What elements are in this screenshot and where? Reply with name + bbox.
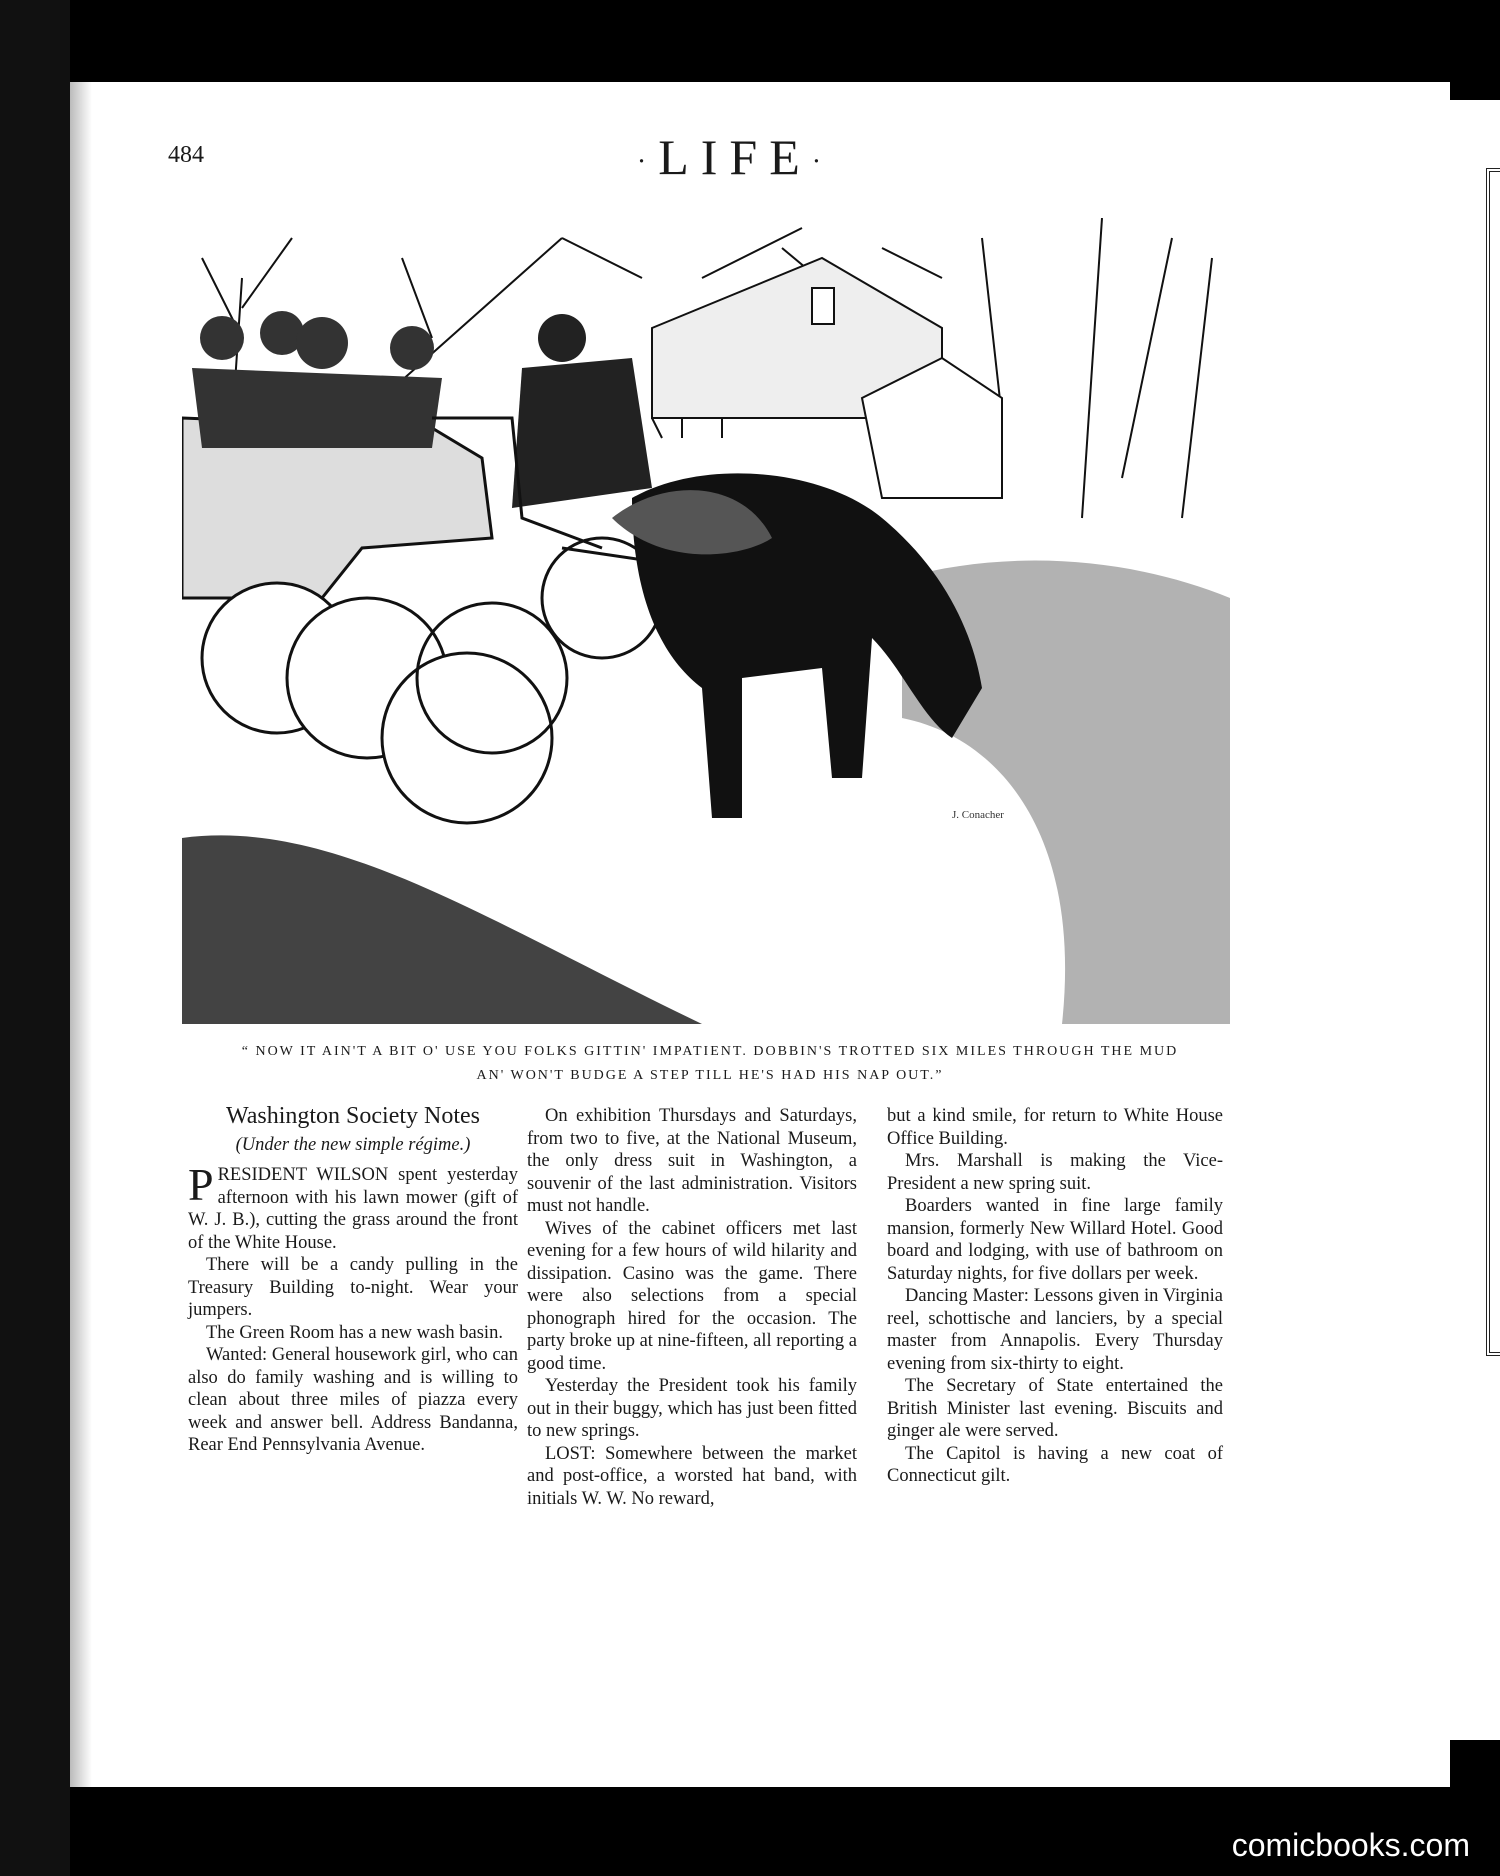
scan-left-edge xyxy=(0,0,70,1876)
paragraph: LOST: Somewhere between the market and post-office, a worsted hat band, with initials W. W. No reward, xyxy=(527,1443,857,1509)
illustration-buggy-driver xyxy=(512,314,652,508)
article-subheading: (Under the new simple régime.) xyxy=(235,1134,471,1155)
paragraph: Dancing Master: Lessons given in Virginia reel, schottische and lanciers, by a special master from Annapolis. Every Thursday evening from six-thirty to eight. xyxy=(887,1286,1223,1374)
paragraph-continuation: but a kind smile, for return to White House Office Building. xyxy=(887,1106,1223,1149)
masthead-dot-right: · xyxy=(811,146,834,178)
masthead-dot-left: · xyxy=(636,146,659,178)
paragraph: The Green Room has a new wash basin. xyxy=(206,1322,503,1343)
illustration-horse xyxy=(612,473,982,818)
masthead-title: LIFE xyxy=(658,129,812,185)
paragraph: Mrs. Marshall is making the Vice-President a new spring suit. xyxy=(887,1151,1223,1194)
illustration-automobile xyxy=(182,418,552,823)
paragraph: Wanted: General housework girl, who can also do family washing and is willing to clean about three miles of piazza every week and answer bell. Address Bandanna, Rear End Pennsylvania Avenue. xyxy=(188,1345,518,1455)
site-watermark: comicbooks.com xyxy=(1231,1827,1470,1863)
caption-line-1: “ NOW IT AIN'T A BIT O' USE YOU FOLKS GITTIN' IMPATIENT. DOBBIN'S TROTTED SIX MILES THROUGH THE MUD xyxy=(241,1044,1179,1059)
paragraph: There will be a candy pulling in the Treasury Building to-night. Wear your jumpers. xyxy=(188,1255,518,1320)
paragraph: On exhibition Thursdays and Saturdays, from two to five, at the National Museum, the only dress suit in Washington, a souvenir of the last administration. Visitors must not handle. xyxy=(527,1106,857,1216)
artist-signature: J. Conacher xyxy=(952,809,1004,821)
lead-paragraph-text: RESIDENT WILSON spent yesterday afternoon with his lawn mower (gift of W. J. B.), cutting the grass around the front of the White House. xyxy=(188,1165,518,1253)
illustration-passengers xyxy=(192,311,442,448)
article-column-2 xyxy=(527,1105,857,1510)
paragraph: The Capitol is having a new coat of Connecticut gilt. xyxy=(887,1443,1223,1486)
article-column-1 xyxy=(188,1105,518,1457)
facing-page-border xyxy=(1486,168,1500,1356)
illustration-house xyxy=(652,258,1002,498)
masthead xyxy=(590,128,880,186)
lead-paragraph xyxy=(188,1159,518,1254)
paragraph: Yesterday the President took his family out in their buggy, which has just been fitted to new springs. xyxy=(527,1376,857,1441)
page-number: 484 xyxy=(168,142,204,168)
drop-cap: P xyxy=(188,1159,214,1210)
page-gutter-shadow xyxy=(70,82,92,1787)
caption-line-2: AN' WON'T BUDGE A STEP TILL HE'S HAD HIS NAP OUT.” xyxy=(476,1068,944,1083)
cartoon-illustration xyxy=(182,218,1230,1024)
paragraph: Wives of the cabinet officers met last evening for a few hours of wild hilarity and dissipation. Casino was the game. There were also selections from a special phonograph hired for the occasion. The party broke up at nine-fifteen, all reporting a good time. xyxy=(527,1218,857,1374)
paragraph: Boarders wanted in fine large family mansion, formerly New Willard Hotel. Good board and lodging, with use of bathroom on Saturday nights, for five dollars per week. xyxy=(887,1196,1223,1284)
paragraph: The Secretary of State entertained the British Minister last evening. Biscuits and ginger ale were served. xyxy=(887,1376,1223,1441)
illustration-caption xyxy=(160,1040,1260,1088)
article-column-3 xyxy=(887,1105,1223,1488)
article-heading: Washington Society Notes xyxy=(225,1103,481,1129)
